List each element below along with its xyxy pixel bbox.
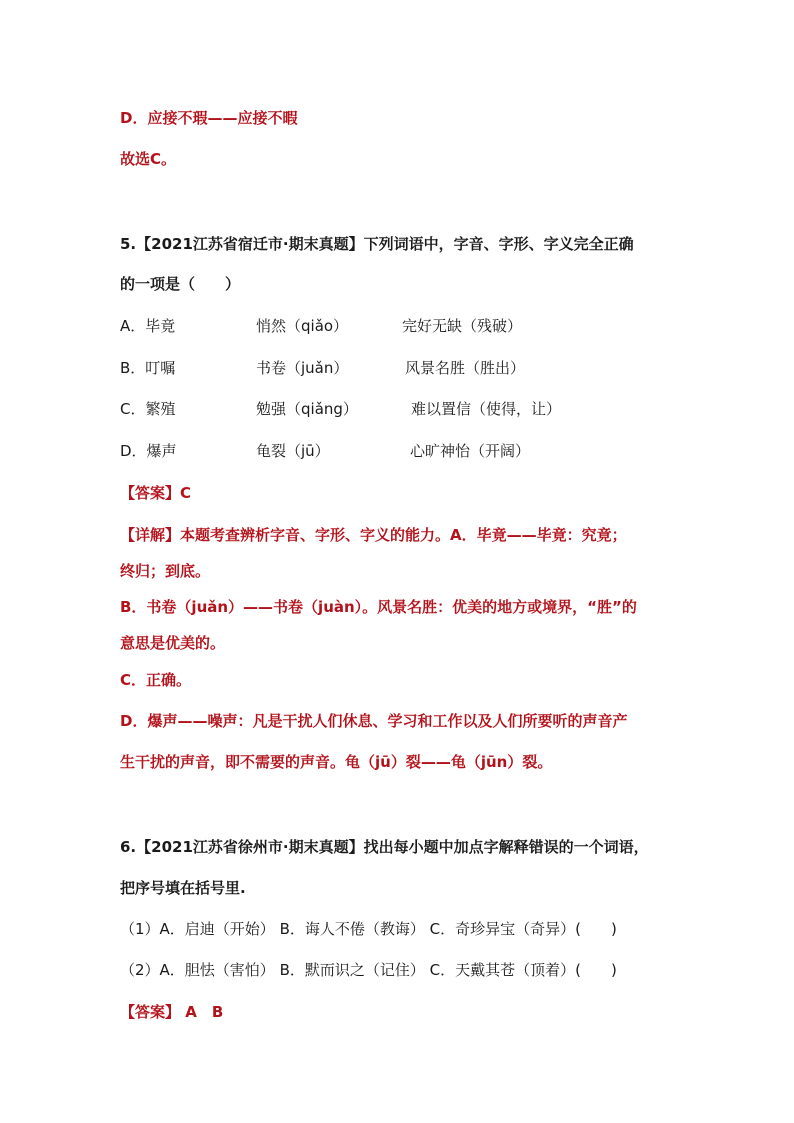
q5-option-d-label: D．爆声 xyxy=(120,442,177,460)
q5-explain-d2: 生干扰的声音，即不需要的声音。龟（jū）裂——龟（jūn）裂。 xyxy=(120,753,553,771)
q5-stem-line2: 的一项是（ ） xyxy=(120,275,241,293)
q6-stem-line1: 6.【2021江苏省徐州市·期末真题】找出每小题中加点字解释错误的一个词语， xyxy=(120,838,649,856)
q5-stem-line1: 5.【2021江苏省宿迁市·期末真题】下列词语中，字音、字形、字义完全正确 xyxy=(120,235,634,253)
q5-option-d-col3: 心旷神怡（开阔） xyxy=(410,442,531,460)
q5-option-b-col2: 书卷（juǎn） xyxy=(256,359,349,377)
prev-conclusion: 故选C。 xyxy=(120,150,177,168)
q5-explain-line2: 终归；到底。 xyxy=(120,562,211,580)
q6-item2: （2）A．胆怯（害怕） B．默而识之（记住） C．天戴其苍（顶着）( ) xyxy=(120,961,617,979)
q5-explain-b1: B．书卷（juǎn）——书卷（juàn）。风景名胜：优美的地方或境界，“胜”的 xyxy=(120,598,637,616)
q5-answer: 【答案】C xyxy=(120,484,192,502)
q6-stem-line2: 把序号填在括号里. xyxy=(120,879,246,897)
q5-option-b-col3: 风景名胜（胜出） xyxy=(405,359,526,377)
q6-item1: （1）A．启迪（开始） B．诲人不倦（教诲） C．奇珍异宝（奇异）( ) xyxy=(120,920,617,938)
q5-option-b-label: B．叮嘱 xyxy=(120,359,176,377)
q5-explain-c: C．正确。 xyxy=(120,671,192,689)
prev-option-d: D．应接不瑕——应接不暇 xyxy=(120,109,298,127)
q6-answer: 【答案】 A B xyxy=(120,1003,224,1021)
q5-option-a-col3: 完好无缺（残破） xyxy=(402,317,523,335)
q5-option-a-col2: 悄然（qiǎo） xyxy=(256,317,349,335)
q5-explain-d1: D．爆声——噪声：凡是干扰人们休息、学习和工作以及人们所要听的声音产 xyxy=(120,712,628,730)
q5-option-d-col2: 龟裂（jū） xyxy=(256,442,330,460)
q5-option-c-col3: 难以置信（使得，让） xyxy=(411,400,562,418)
q5-explain-b2: 意思是优美的。 xyxy=(120,634,226,652)
q5-option-c-label: C．繁殖 xyxy=(120,400,176,418)
q5-option-a-label: A．毕竟 xyxy=(120,317,176,335)
q5-option-c-col2: 勉强（qiǎng） xyxy=(256,400,358,418)
q5-explain-line1: 【详解】本题考查辨析字音、字形、字义的能力。A．毕竟——毕竟：究竟； xyxy=(120,526,627,544)
